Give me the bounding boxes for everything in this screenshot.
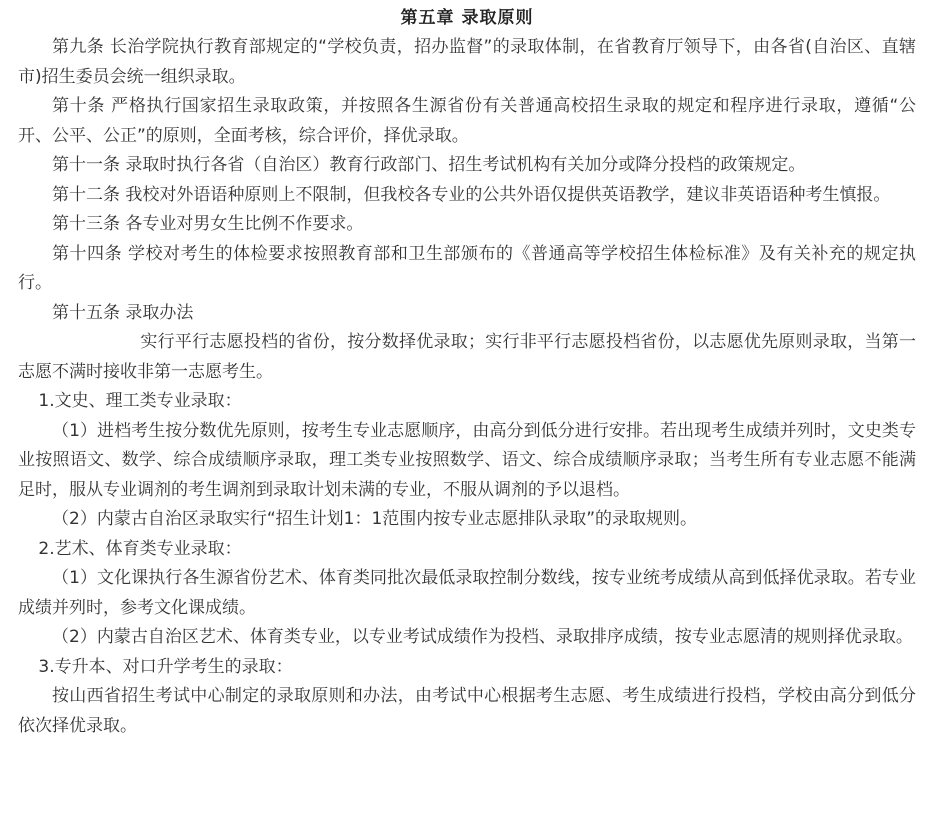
document-body	[18, 4, 916, 741]
article-15-heading: 第十五条 录取办法	[52, 302, 194, 323]
article-12: 第十二条 我校对外语语种原则上不限制，但我校各专业的公共外语仅提供英语教学，建议非英语语种考生慎报。	[52, 184, 891, 205]
article-10: 第十条 严格执行国家招生录取政策，并按照各生源省份有关普通高校招生录取的规定和程序进行录取，遵循“公开、公平、公正”的原则，全面考核，综合评价，择优录取。	[18, 96, 916, 146]
article-14: 第十四条 学校对考生的体检要求按照教育部和卫生部颁布的《普通高等学校招生体检标准》及有关补充的规定执行。	[18, 243, 916, 293]
section-1-item-2: （2）内蒙古自治区录取实行“招生计划1：1范围内按专业志愿排队录取”的录取规则。	[52, 509, 698, 529]
section-2-item-2: （2）内蒙古自治区艺术、体育类专业，以专业考试成绩作为投档、录取排序成绩，按专业志愿清的规则择优录取。	[52, 627, 913, 647]
chapter-title: 第五章 录取原则	[400, 8, 534, 28]
admission-method-intro: 实行平行志愿投档的省份，按分数择优录取；实行非平行志愿投档省份，以志愿优先原则录取，当第一志愿不满时接收非第一志愿考生。	[18, 332, 916, 382]
section-2-heading: 2.艺术、体育类专业录取：	[38, 538, 242, 559]
section-2-item-1: （1）文化课执行各生源省份艺术、体育类同批次最低录取控制分数线，按专业统考成绩从高到低择优录取。若专业成绩并列时，参考文化课成绩。	[18, 568, 916, 618]
article-13: 第十三条 各专业对男女生比例不作要求。	[52, 214, 364, 234]
article-11: 第十一条 录取时执行各省（自治区）教育行政部门、招生考试机构有关加分或降分投档的政策规定。	[52, 155, 806, 175]
section-3-body: 按山西省招生考试中心制定的录取原则和办法，由考试中心根据考生志愿、考生成绩进行投档，学校由高分到低分依次择优录取。	[18, 686, 916, 736]
section-1-heading: 1.文史、理工类专业录取：	[38, 391, 242, 411]
section-1-item-1: （1）进档考生按分数优先原则，按考生专业志愿顺序，由高分到低分进行安排。若出现考生成绩并列时，文史类专业按照语文、数学、综合成绩顺序录取，理工类专业按照数学、语文、综合成绩顺序录取；当考生所有专业志愿不能满足时，服从专业调剂的考生调剂到录取计划未满的专业，不服从调剂的予以退档。	[18, 420, 916, 500]
article-9: 第九条 长治学院执行教育部规定的“学校负责，招办监督”的录取体制，在省教育厅领导下，由各省(自治区、直辖市)招生委员会统一组织录取。	[18, 37, 916, 87]
section-3-heading: 3.专升本、对口升学考生的录取：	[38, 656, 293, 677]
